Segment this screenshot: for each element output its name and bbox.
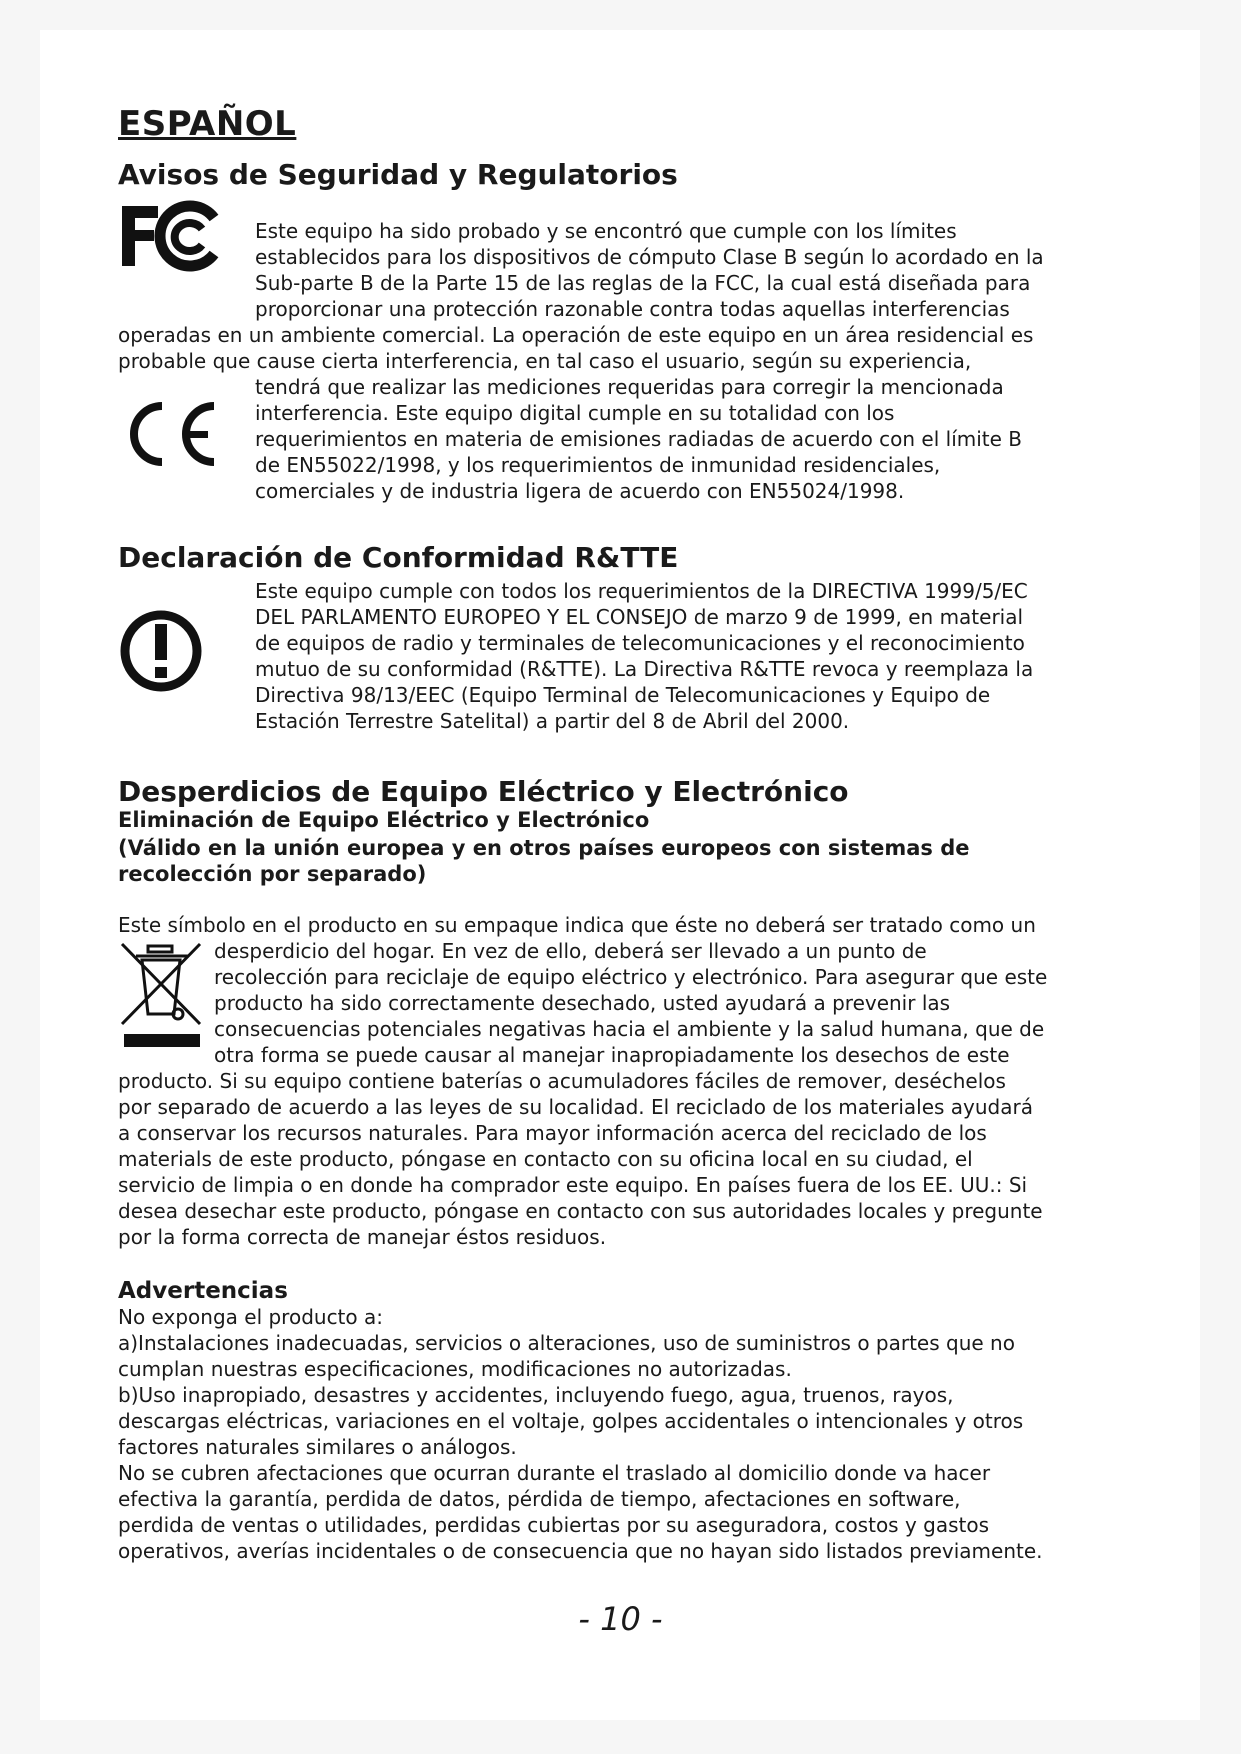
page-number: - 10 - (578, 1600, 663, 1638)
weee-subheading: Eliminación de Equipo Eléctrico y Electrónico (118, 808, 650, 832)
text-line: producto ha sido correctamente desechado, usted ayudará a prevenir las (214, 991, 951, 1015)
text-line: de equipos de radio y terminales de telecomunicaciones y el reconocimiento (255, 631, 1025, 655)
text-line: (Válido en la unión europea y en otros países europeos con sistemas de (118, 836, 970, 860)
rtte-heading: Declaración de Conformidad R&TTE (118, 541, 679, 574)
text-line: proporcionar una protección razonable contra todas aquellas interferencias (255, 297, 1010, 321)
rtte-paragraph (118, 578, 1033, 734)
text-line: recolección por separado) (118, 862, 427, 886)
text-line: cumplan nuestras especificaciones, modificaciones no autorizadas. (118, 1357, 792, 1381)
ce-paragraph (118, 374, 1022, 504)
text-line: Este equipo ha sido probado y se encontró que cumple con los límites (255, 219, 957, 243)
text-line: desperdicio del hogar. En vez de ello, deberá ser llevado a un punto de (214, 939, 927, 963)
safety-heading: Avisos de Seguridad y Regulatorios (118, 158, 678, 191)
weee-first-line: Este símbolo en el producto en su empaque indica que éste no deberá ser tratado como un (118, 913, 1036, 937)
text-line: a conservar los recursos naturales. Para mayor información acerca del reciclado de los (118, 1121, 987, 1145)
weee-heading: Desperdicios de Equipo Eléctrico y Electrónico (118, 775, 849, 808)
text-line: desea desechar este producto, póngase en contacto con sus autoridades locales y pregunte (118, 1199, 1043, 1223)
text-line: probable que cause cierta interferencia, en tal caso el usuario, según su experiencia, (118, 349, 972, 373)
text-line: otra forma se puede causar al manejar inapropiadamente los desechos de este (214, 1043, 1010, 1067)
weee-icon-paragraph (118, 938, 1047, 1068)
text-line: efectiva la garantía, perdida de datos, pérdida de tiempo, afectaciones en software, (118, 1487, 961, 1511)
text-line: operadas en un ambiente comercial. La operación de este equipo en un área residencial es (118, 323, 1034, 347)
text-line: producto. Si su equipo contiene baterías o acumuladores fáciles de remover, deséchelos (118, 1069, 1006, 1093)
text-line: factores naturales similares o análogos. (118, 1435, 517, 1459)
text-line: No se cubren afectaciones que ocurran durante el traslado al domicilio donde va hacer (118, 1461, 991, 1485)
text-line: Estación Terrestre Satelital) a partir del 8 de Abril del 2000. (255, 709, 850, 733)
text-line: consecuencias potenciales negativas hacia el ambiente y la salud humana, que de (214, 1017, 1045, 1041)
text-line: servicio de limpia o en donde ha comprador este equipo. En países fuera de los EE. UU.: Si (118, 1173, 1028, 1197)
text-line: establecidos para los dispositivos de cómputo Clase B según lo acordado en la (255, 245, 1044, 269)
safety-paragraph (118, 322, 1033, 374)
text-line: a)Instalaciones inadecuadas, servicios o alteraciones, uso de suministros o partes que no (118, 1331, 1015, 1355)
warnings-heading: Advertencias (118, 1278, 288, 1304)
weee-note (118, 835, 970, 887)
text-line: interferencia. Este equipo digital cumple en su totalidad con los (255, 401, 895, 425)
text-line: requerimientos en materia de emisiones radiadas de acuerdo con el límite B (255, 427, 1023, 451)
text-line: Directiva 98/13/EEC (Equipo Terminal de Telecomunicaciones y Equipo de (255, 683, 991, 707)
text-line: b)Uso inapropiado, desastres y accidentes, incluyendo fuego, agua, truenos, rayos, (118, 1383, 954, 1407)
warnings-paragraph (118, 1304, 1043, 1564)
text-line: perdida de ventas o utilidades, perdidas cubiertas por su aseguradora, costos y gastos (118, 1513, 990, 1537)
text-line: por separado de acuerdo a las leyes de su localidad. El reciclado de los materiales ayudará (118, 1095, 1033, 1119)
text-line: mutuo de su conformidad (R&TTE). La Directiva R&TTE revoca y reemplaza la (255, 657, 1034, 681)
text-line: operativos, averías incidentales o de consecuencia que no hayan sido listados previamente. (118, 1539, 1043, 1563)
text-line: materials de este producto, póngase en contacto con su oficina local en su ciudad, el (118, 1147, 973, 1171)
text-line: recolección para reciclaje de equipo eléctrico y electrónico. Para asegurar que este (214, 965, 1048, 989)
text-line: por la forma correcta de manejar éstos residuos. (118, 1225, 607, 1249)
text-line: DEL PARLAMENTO EUROPEO Y EL CONSEJO de marzo 9 de 1999, en material (255, 605, 1024, 629)
text-line: Sub-parte B de la Parte 15 de las reglas de la FCC, la cual está diseñada para (255, 271, 1031, 295)
text-line: descargas eléctricas, variaciones en el voltaje, golpes accidentales o intencionales y otros (118, 1409, 1024, 1433)
text-line: de EN55022/1998, y los requerimientos de inmunidad residenciales, (255, 453, 941, 477)
text-line: comerciales y de industria ligera de acuerdo con EN55024/1998. (255, 479, 905, 503)
weee-rest-paragraph (118, 1068, 1043, 1250)
text-line: Este equipo cumple con todos los requerimientos de la DIRECTIVA 1999/5/EC (255, 579, 1028, 603)
fcc-paragraph (118, 218, 1044, 322)
text-line: tendrá que realizar las mediciones requeridas para corregir la mencionada (255, 375, 1004, 399)
page-title: ESPAÑOL (118, 104, 297, 144)
text-line: No exponga el producto a: (118, 1305, 383, 1329)
